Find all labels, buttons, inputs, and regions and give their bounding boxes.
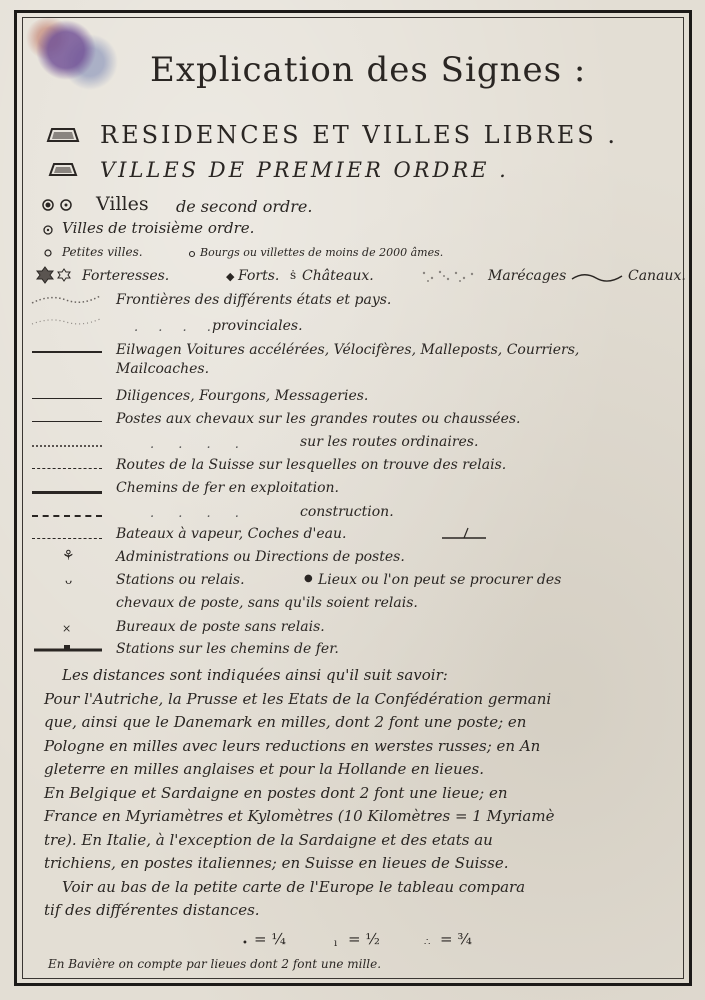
- legend-routes-ordinaires: sur les routes ordinaires.: [300, 434, 479, 450]
- chateau-icon: ṡ: [290, 268, 297, 282]
- legend-chemins-fer: Chemins de fer en exploitation.: [116, 480, 339, 496]
- legend-construction: construction.: [300, 504, 394, 520]
- legend-forts: Forts.: [238, 268, 280, 284]
- swiss-road-line: [32, 468, 102, 469]
- distance-explanation: [44, 664, 684, 923]
- legend-troisieme: Villes de troisième ordre.: [62, 219, 255, 237]
- paragraph-line: tif des différentes distances.: [44, 901, 260, 919]
- legend-petites-villes: Petites villes.: [62, 245, 143, 259]
- legend-diligences: Diligences, Fourgons, Messageries.: [116, 388, 369, 404]
- diamond-icon: ◆: [226, 270, 235, 283]
- legend-provinciales: provinciales.: [212, 318, 303, 334]
- border-line-icon: [30, 292, 102, 306]
- legend-suisse: Routes de la Suisse sur lesquelles on trouve des relais.: [116, 457, 507, 473]
- canal-icon: [570, 270, 630, 284]
- legend-administrations: Administrations ou Directions de postes.: [116, 549, 405, 565]
- legend-stations: Stations ou relais.: [116, 572, 245, 588]
- legend-forteresses: Forteresses.: [82, 268, 170, 284]
- legend-lieux: Lieux ou l'on peut se procurer des: [318, 572, 562, 588]
- small-ring-icon: [43, 248, 53, 258]
- legend-bourgs: Bourgs ou villettes de moins de 2000 âmes.: [200, 246, 444, 259]
- legend-premier-ordre: VILLES DE PREMIER ORDRE .: [100, 158, 509, 182]
- legend-chevaux: chevaux de poste, sans qu'ils soient relais.: [116, 595, 418, 611]
- legend-title: Explication des Signes :: [150, 50, 587, 90]
- ring-icon: [42, 224, 54, 236]
- legend-mailcoaches: Mailcoaches.: [116, 361, 210, 377]
- legend-stations-fer: Stations sur les chemins de fer.: [116, 641, 339, 657]
- eilwagen-line: [32, 351, 102, 353]
- paragraph-line: que, ainsi que le Danemark en milles, dont 2 font une poste; en: [44, 713, 527, 731]
- fraction-symbol-bar: ı: [334, 938, 338, 949]
- relay-icon: ᴗ: [65, 573, 73, 587]
- paragraph-line: Voir au bas de la petite carte de l'Europe le tableau compara: [62, 877, 526, 896]
- paragraph-line: gleterre en milles anglaises et pour la Hollande en lieues.: [44, 760, 484, 778]
- fraction-three-quarters: = ¾: [440, 930, 472, 948]
- legend-canaux: Canaux.: [628, 268, 686, 284]
- post-road-line: [32, 421, 102, 422]
- legend-chateaux: Châteaux.: [302, 268, 374, 284]
- cross-icon: ×: [62, 622, 72, 635]
- paragraph-line: Les distances sont indiquées ainsi qu'il suit savoir:: [62, 666, 448, 684]
- ditto-marks: . . . .: [150, 437, 249, 452]
- legend-frontieres: Frontières des différents états et pays.: [116, 292, 392, 308]
- steamboat-icon: [440, 526, 490, 542]
- paragraph-line: France en Myriamètres et Kylomètres (10 Kilomètres = 1 Myriamè: [44, 807, 555, 825]
- legend-second-ordre: de second ordre.: [176, 197, 313, 216]
- double-ring-icon: [40, 198, 82, 212]
- small-ring-icon: [188, 250, 196, 258]
- legend-marecages: Marécages: [488, 268, 567, 284]
- post-office-icon: ⚘: [62, 548, 75, 564]
- ditto-marks: . . . .: [134, 320, 219, 335]
- railway-construction-line: [32, 515, 102, 517]
- footer-note: En Bavière on compte par lieues dont 2 font une mille.: [48, 957, 382, 971]
- paragraph-line: trichiens, en postes italiennes; en Suisse en lieues de Suisse.: [44, 854, 509, 872]
- legend-bureaux: Bureaux de poste sans relais.: [116, 619, 325, 635]
- fraction-half: = ½: [348, 930, 380, 948]
- legend-bateaux: Bateaux à vapeur, Coches d'eau.: [116, 526, 347, 542]
- paragraph-line: En Belgique et Sardaigne en postes dont 2 font une lieue; en: [44, 783, 508, 802]
- dot-icon: ●: [304, 573, 313, 584]
- castle-icon: [46, 124, 80, 144]
- fraction-symbol-dots: ∴: [424, 937, 431, 948]
- legend-villes: Villes: [96, 193, 149, 215]
- legend-residences: RESIDENCES ET VILLES LIBRES .: [100, 121, 619, 149]
- railway-line: [32, 491, 102, 494]
- province-line-icon: [30, 314, 102, 328]
- diligence-line: [32, 398, 102, 399]
- fraction-symbol-dot: •: [242, 938, 248, 949]
- ditto-marks: . . . .: [150, 506, 249, 521]
- star-fort-icon: [36, 266, 76, 284]
- ordinary-road-line: [32, 445, 102, 447]
- rail-station-icon: [32, 642, 104, 654]
- paragraph-line: Pour l'Autriche, la Prusse et les Etats de la Confédération germani: [44, 689, 552, 708]
- steamboat-line: [32, 538, 102, 539]
- castle-small-icon: [48, 160, 78, 178]
- fraction-quarter: = ¼: [254, 930, 286, 948]
- paragraph-line: tre). En Italie, à l'exception de la Sardaigne et des etats au: [44, 830, 493, 849]
- legend-postes-grandes: Postes aux chevaux sur les grandes routes ou chaussées.: [116, 411, 521, 427]
- legend-eilwagen: Eilwagen Voitures accélérées, Vélocifères, Malleposts, Courriers,: [116, 342, 580, 358]
- marsh-icon: [418, 268, 478, 284]
- paragraph-line: Pologne en milles avec leurs reductions en werstes russes; en An: [44, 736, 541, 755]
